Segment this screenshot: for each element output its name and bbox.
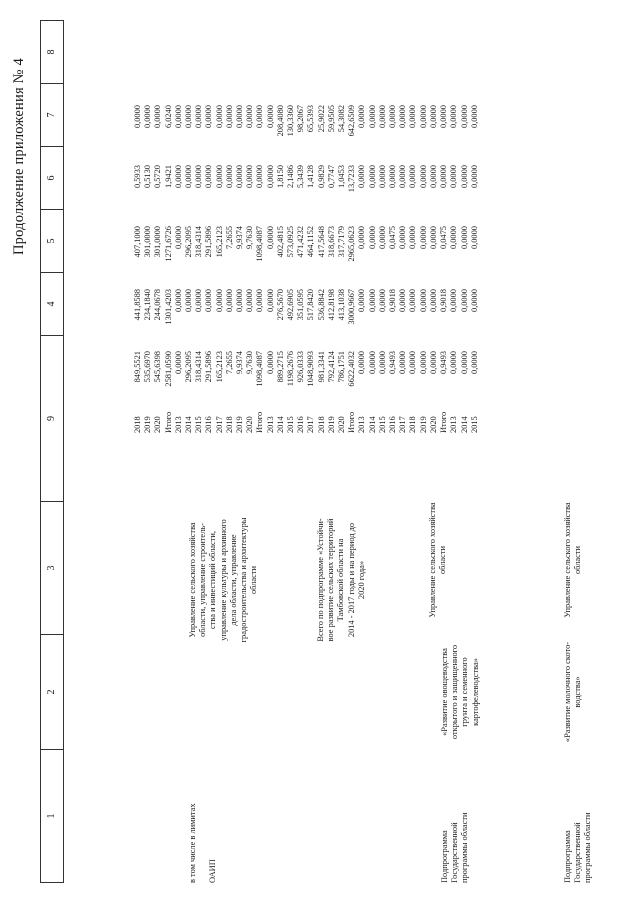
- subprogram-name-2: «Развитие молочного ското- водства»: [563, 641, 583, 743]
- header-col-7: 7: [41, 84, 64, 147]
- header-col-4: 4: [41, 273, 64, 336]
- header-row: [40, 20, 64, 883]
- executor-group-2: Управление сельского хозяйства области: [428, 502, 448, 618]
- executor-group-3: Управление сельского хозяйства области: [563, 502, 583, 618]
- limits-label: в том числе в лимитах ОАИП: [188, 803, 218, 883]
- values-column-6: 407,1000 301,0000 301,0000 1271,6726 0,0000 296,2095 318,4314 291,5896 165,2123 7,2655 9,9374 9,7630 1098,4087 0,0000 402,4815 573,0925 471,4232 464,1152 417,5648 318,6673 317,7179 2965,0623 0,0000 0,0000 0,0000 0,0475 0,0000 0,0000 0,0000 0,0000 0,0475 0,0000 0,0000 0,0000: [133, 226, 479, 262]
- values-column-4: 849,5521 535,6970 545,6398 2581,0590 0,0000 296,2095 318,4314 291,5896 165,2123 7,2655 9,9374 9,7630 1098,4087 0,0000 889,2715 1198,2676 926,0333 1048,9093 981,3341 792,4124 786,1751 6622,4032 0,0000 0,0000 0,0000 0,9493 0,0000 0,0000 0,0000 0,0000 0,9493 0,0000 0,0000 0,0000: [133, 351, 479, 387]
- header-col-5: 5: [41, 210, 64, 273]
- header-col-8: 8: [41, 21, 64, 84]
- subprogram-label-1: Подпрограмма Государственной программы области: [440, 812, 470, 883]
- header-col-3: 3: [41, 502, 64, 635]
- values-column-7: 0,5933 0,5130 0,5720 1,9421 0,0000 0,0000 0,0000 0,0000 0,0000 0,0000 0,0000 0,0000 0,0000 0,0000 1,8150 2,1486 5,3439 1,4128 0,9829 0,7747 1,0453 13,7233 0,0000 0,0000 0,0000 0,0000 0,0000 0,0000 0,0000 0,0000 0,0000 0,0000 0,0000 0,0000: [133, 165, 479, 193]
- page-title: Продолжение приложения № 4: [11, 58, 27, 255]
- subprogram-name-1: «Развитие овощеводства открытого и защищенного грунта и семенного картофелеводства»: [440, 644, 480, 740]
- values-column-5: 441,8588 234,1840 244,0678 1301,4203 0,0000 0,0000 0,0000 0,0000 0,0000 0,0000 0,0000 0,0000 0,0000 0,0000 276,5670 492,6905 351,0595 517,8420 536,8842 412,8198 413,1038 3000,9667 0,0000 0,0000 0,0000 0,9018 0,0000 0,0000 0,0000 0,0000 0,9018 0,0000 0,0000 0,0000: [133, 289, 479, 325]
- executor-group-1: Управление сельского хозяйства области, управление строитель- ства и инвестиций области, управление культуры и архивного дела области, управление градостроительства и архитектуры области: [188, 517, 259, 643]
- header-col-6: 6: [41, 147, 64, 210]
- subprogram-label-2: Подпрограмма Государственной программы области: [563, 812, 593, 883]
- header-col-1: 1: [41, 750, 64, 883]
- header-col-2: 2: [41, 635, 64, 750]
- header-col-9: 9: [41, 336, 64, 502]
- subprogram-total-label: Всего по подпрограмме «Устойчи- вое развитие сельских территорий Тамбовской области на 2014 - 2017 годы и на период до 2020 года»: [316, 518, 366, 642]
- year-column: 2018 2019 2020 Итого 2013 2014 2015 2016 2017 2018 2019 2020 Итого 2013 2014 2015 2016 2017 2018 2019 2020 Итого 2013 2014 2015 2016 2017 2018 2019 2020 Итого 2013 2014 2015: [133, 411, 479, 433]
- values-column-8: 0,0000 0,0000 0,0000 6,0240 0,0000 0,0000 0,0000 0,0000 0,0000 0,0000 0,0000 0,0000 0,0000 0,0000 208,4080 130,3360 98,2067 65,5393 25,9022 59,9505 54,3082 642,6509 0,0000 0,0000 0,0000 0,0000 0,0000 0,0000 0,0000 0,0000 0,0000 0,0000 0,0000 0,0000: [133, 105, 479, 137]
